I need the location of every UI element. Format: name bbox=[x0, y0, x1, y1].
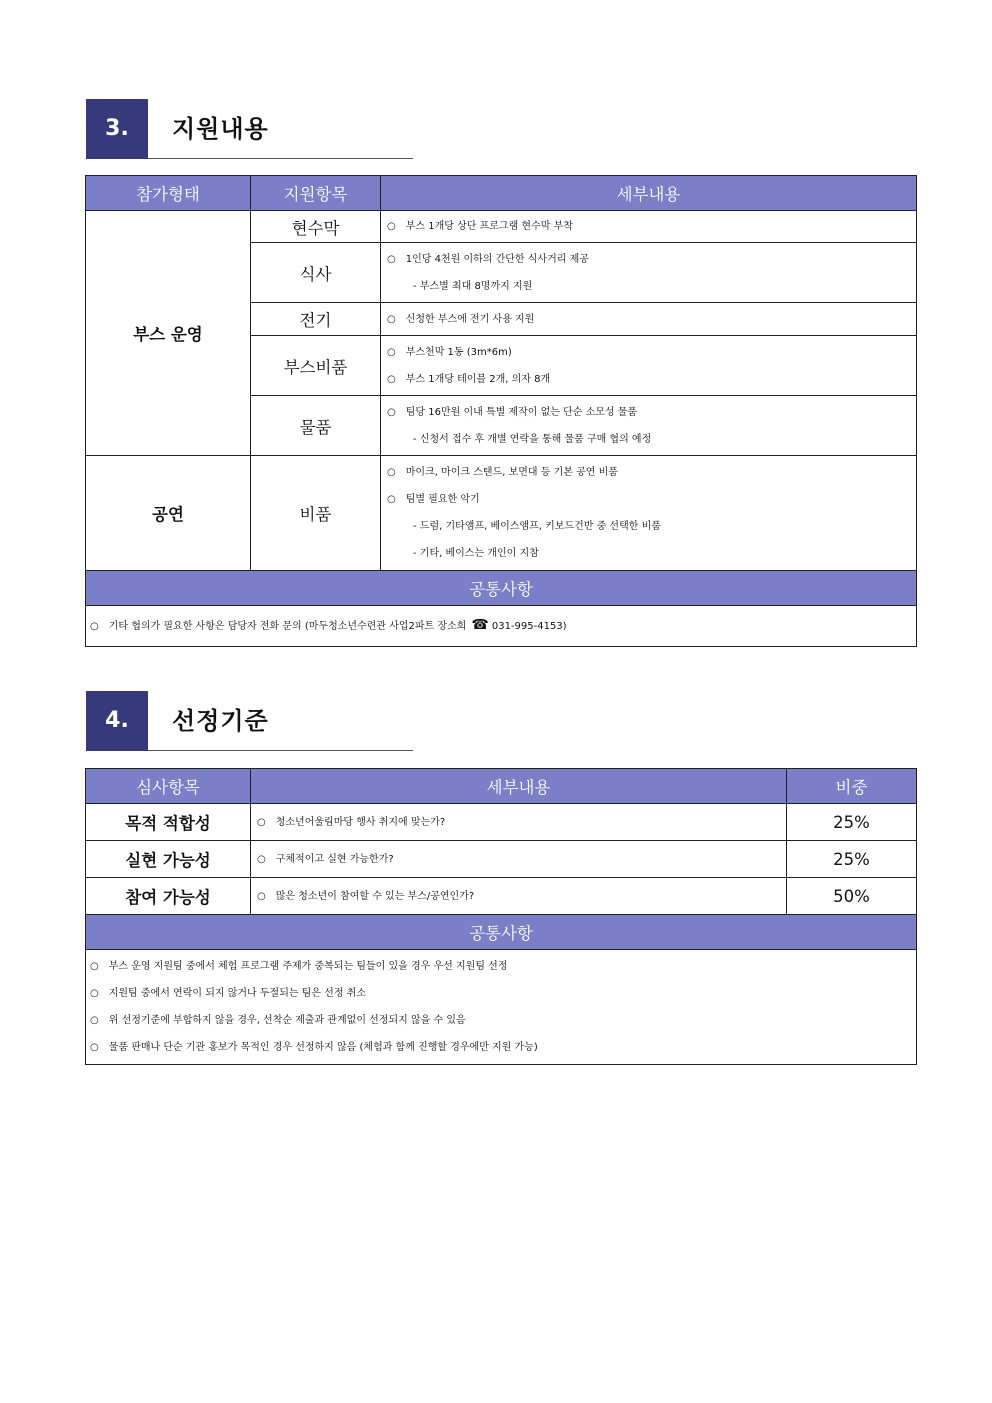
criteria-category: 실현 가능성 bbox=[86, 841, 251, 878]
table-row bbox=[86, 841, 917, 878]
bullet-line: ○ 1인당 4천원 이하의 간단한 식사거리 제공 bbox=[387, 253, 589, 265]
bullet-line: ○ 부스 1개당 상단 프로그램 현수막 부착 bbox=[387, 221, 573, 232]
common-header: 공통사항 bbox=[86, 571, 917, 606]
circle-bullet-icon: ○ bbox=[387, 406, 396, 418]
common-note-line: ○ 기타 협의가 필요한 사항은 담당자 전화 문의 (마두청소년수련관 사업2파트 장소희 ☎ 031-995-4153) bbox=[90, 617, 567, 633]
header-participation-type: 참가형태 bbox=[86, 176, 251, 211]
phone-number: 031-995-4153) bbox=[491, 621, 567, 632]
item-booth-equipment: 부스비품 bbox=[251, 336, 381, 396]
support-table-header bbox=[86, 176, 917, 211]
item-electricity: 전기 bbox=[251, 303, 381, 336]
common-note-line: ○ 위 선정기준에 부합하지 않을 경우, 선착순 제출과 관계없이 선정되지 않을 수 있음 bbox=[90, 1015, 466, 1026]
common-note bbox=[86, 606, 917, 647]
common-note-line: ○ 지원팀 중에서 연락이 되지 않거나 두절되는 팀은 선정 취소 bbox=[90, 988, 367, 999]
detail-cell bbox=[381, 456, 917, 571]
header-details: 세부내용 bbox=[251, 769, 787, 804]
bullet-line: ○ 부스천막 1동 (3m*6m) bbox=[387, 346, 512, 358]
sub-line: - 부스별 최대 8명까지 지원 bbox=[413, 280, 533, 292]
detail-cell bbox=[381, 303, 917, 336]
section-4-title: 선정기준 bbox=[172, 707, 269, 735]
category-booth: 부스 운영 bbox=[86, 211, 251, 456]
bullet-line: ○ 신청한 부스에 전기 사용 지원 bbox=[387, 313, 535, 325]
criteria-weight: 25% bbox=[787, 841, 917, 878]
circle-bullet-icon: ○ bbox=[387, 253, 396, 265]
circle-bullet-icon: ○ bbox=[90, 961, 99, 972]
bullet-line: ○ 마이크, 마이크 스탠드, 보면대 등 기본 공연 비품 bbox=[387, 467, 618, 478]
detail-cell bbox=[381, 396, 917, 456]
circle-bullet-icon: ○ bbox=[387, 467, 396, 478]
detail-cell bbox=[381, 243, 917, 303]
criteria-detail bbox=[251, 841, 787, 878]
bullet-line: ○ 팀별 필요한 악기 bbox=[387, 494, 480, 505]
bullet-line: ○ 청소년어울림마당 행사 취지에 맞는가? bbox=[257, 816, 446, 828]
table-row bbox=[86, 456, 917, 571]
criteria-detail bbox=[251, 878, 787, 915]
circle-bullet-icon: ○ bbox=[387, 346, 396, 358]
circle-bullet-icon: ○ bbox=[387, 221, 396, 232]
table-row bbox=[86, 211, 917, 243]
circle-bullet-icon: ○ bbox=[257, 890, 266, 902]
bullet-line: ○ 구체적이고 실현 가능한가? bbox=[257, 853, 394, 865]
category-performance: 공연 bbox=[86, 456, 251, 571]
circle-bullet-icon: ○ bbox=[387, 313, 396, 325]
sub-line: - 신청서 접수 후 개별 연락을 통해 물품 구매 협의 예정 bbox=[413, 433, 652, 445]
common-note-line: ○ 물품 판매나 단순 기관 홍보가 목적인 경우 선정하지 않음 (체험과 함께 진행할 경우에만 지원 가능) bbox=[90, 1042, 538, 1053]
detail-cell bbox=[381, 211, 917, 243]
support-table bbox=[85, 175, 917, 647]
section-4-heading bbox=[86, 691, 413, 751]
criteria-category: 목적 적합성 bbox=[86, 804, 251, 841]
section-3-underline bbox=[148, 158, 413, 159]
common-row bbox=[86, 606, 917, 647]
sub-line: - 드럼, 기타앰프, 베이스앰프, 키보드건반 중 선택한 비품 bbox=[413, 521, 661, 532]
common-header: 공통사항 bbox=[86, 915, 917, 950]
header-review-item: 심사항목 bbox=[86, 769, 251, 804]
circle-bullet-icon: ○ bbox=[257, 853, 266, 865]
criteria-weight: 50% bbox=[787, 878, 917, 915]
item-meal: 식사 bbox=[251, 243, 381, 303]
section-4-number: 4. bbox=[86, 691, 148, 751]
common-note-line: ○ 부스 운영 지원팀 중에서 체험 프로그램 주제가 중복되는 팀들이 있을 경우 우선 지원팀 선정 bbox=[90, 961, 508, 972]
item-goods: 물품 bbox=[251, 396, 381, 456]
section-3-number: 3. bbox=[86, 99, 148, 159]
circle-bullet-icon: ○ bbox=[90, 988, 99, 999]
header-support-item: 지원항목 bbox=[251, 176, 381, 211]
section-4-underline bbox=[148, 750, 413, 751]
section-3-heading bbox=[86, 99, 413, 159]
table-row bbox=[86, 878, 917, 915]
common-header-row bbox=[86, 915, 917, 950]
circle-bullet-icon: ○ bbox=[90, 621, 99, 632]
bullet-line: ○ 팀당 16만원 이내 특별 제작이 없는 단순 소모성 물품 bbox=[387, 406, 638, 418]
criteria-detail bbox=[251, 804, 787, 841]
criteria-table bbox=[85, 768, 917, 1065]
circle-bullet-icon: ○ bbox=[257, 816, 266, 828]
circle-bullet-icon: ○ bbox=[387, 494, 396, 505]
table-row bbox=[86, 804, 917, 841]
header-weight: 비중 bbox=[787, 769, 917, 804]
bullet-line: ○ 많은 청소년이 참여할 수 있는 부스/공연인가? bbox=[257, 890, 475, 902]
sub-line: - 기타, 베이스는 개인이 지참 bbox=[413, 548, 539, 559]
detail-cell bbox=[381, 336, 917, 396]
item-equipment: 비품 bbox=[251, 456, 381, 571]
header-details: 세부내용 bbox=[381, 176, 917, 211]
criteria-table-header bbox=[86, 769, 917, 804]
circle-bullet-icon: ○ bbox=[90, 1015, 99, 1026]
section-3-title: 지원내용 bbox=[172, 115, 269, 143]
common-header-row bbox=[86, 571, 917, 606]
circle-bullet-icon: ○ bbox=[387, 373, 396, 385]
criteria-category: 참여 가능성 bbox=[86, 878, 251, 915]
item-banner: 현수막 bbox=[251, 211, 381, 243]
common-row bbox=[86, 950, 917, 1065]
criteria-weight: 25% bbox=[787, 804, 917, 841]
phone-icon: ☎ bbox=[471, 617, 489, 633]
bullet-line: ○ 부스 1개당 테이블 2개, 의자 8개 bbox=[387, 373, 551, 385]
circle-bullet-icon: ○ bbox=[90, 1042, 99, 1053]
common-notes bbox=[86, 950, 917, 1065]
